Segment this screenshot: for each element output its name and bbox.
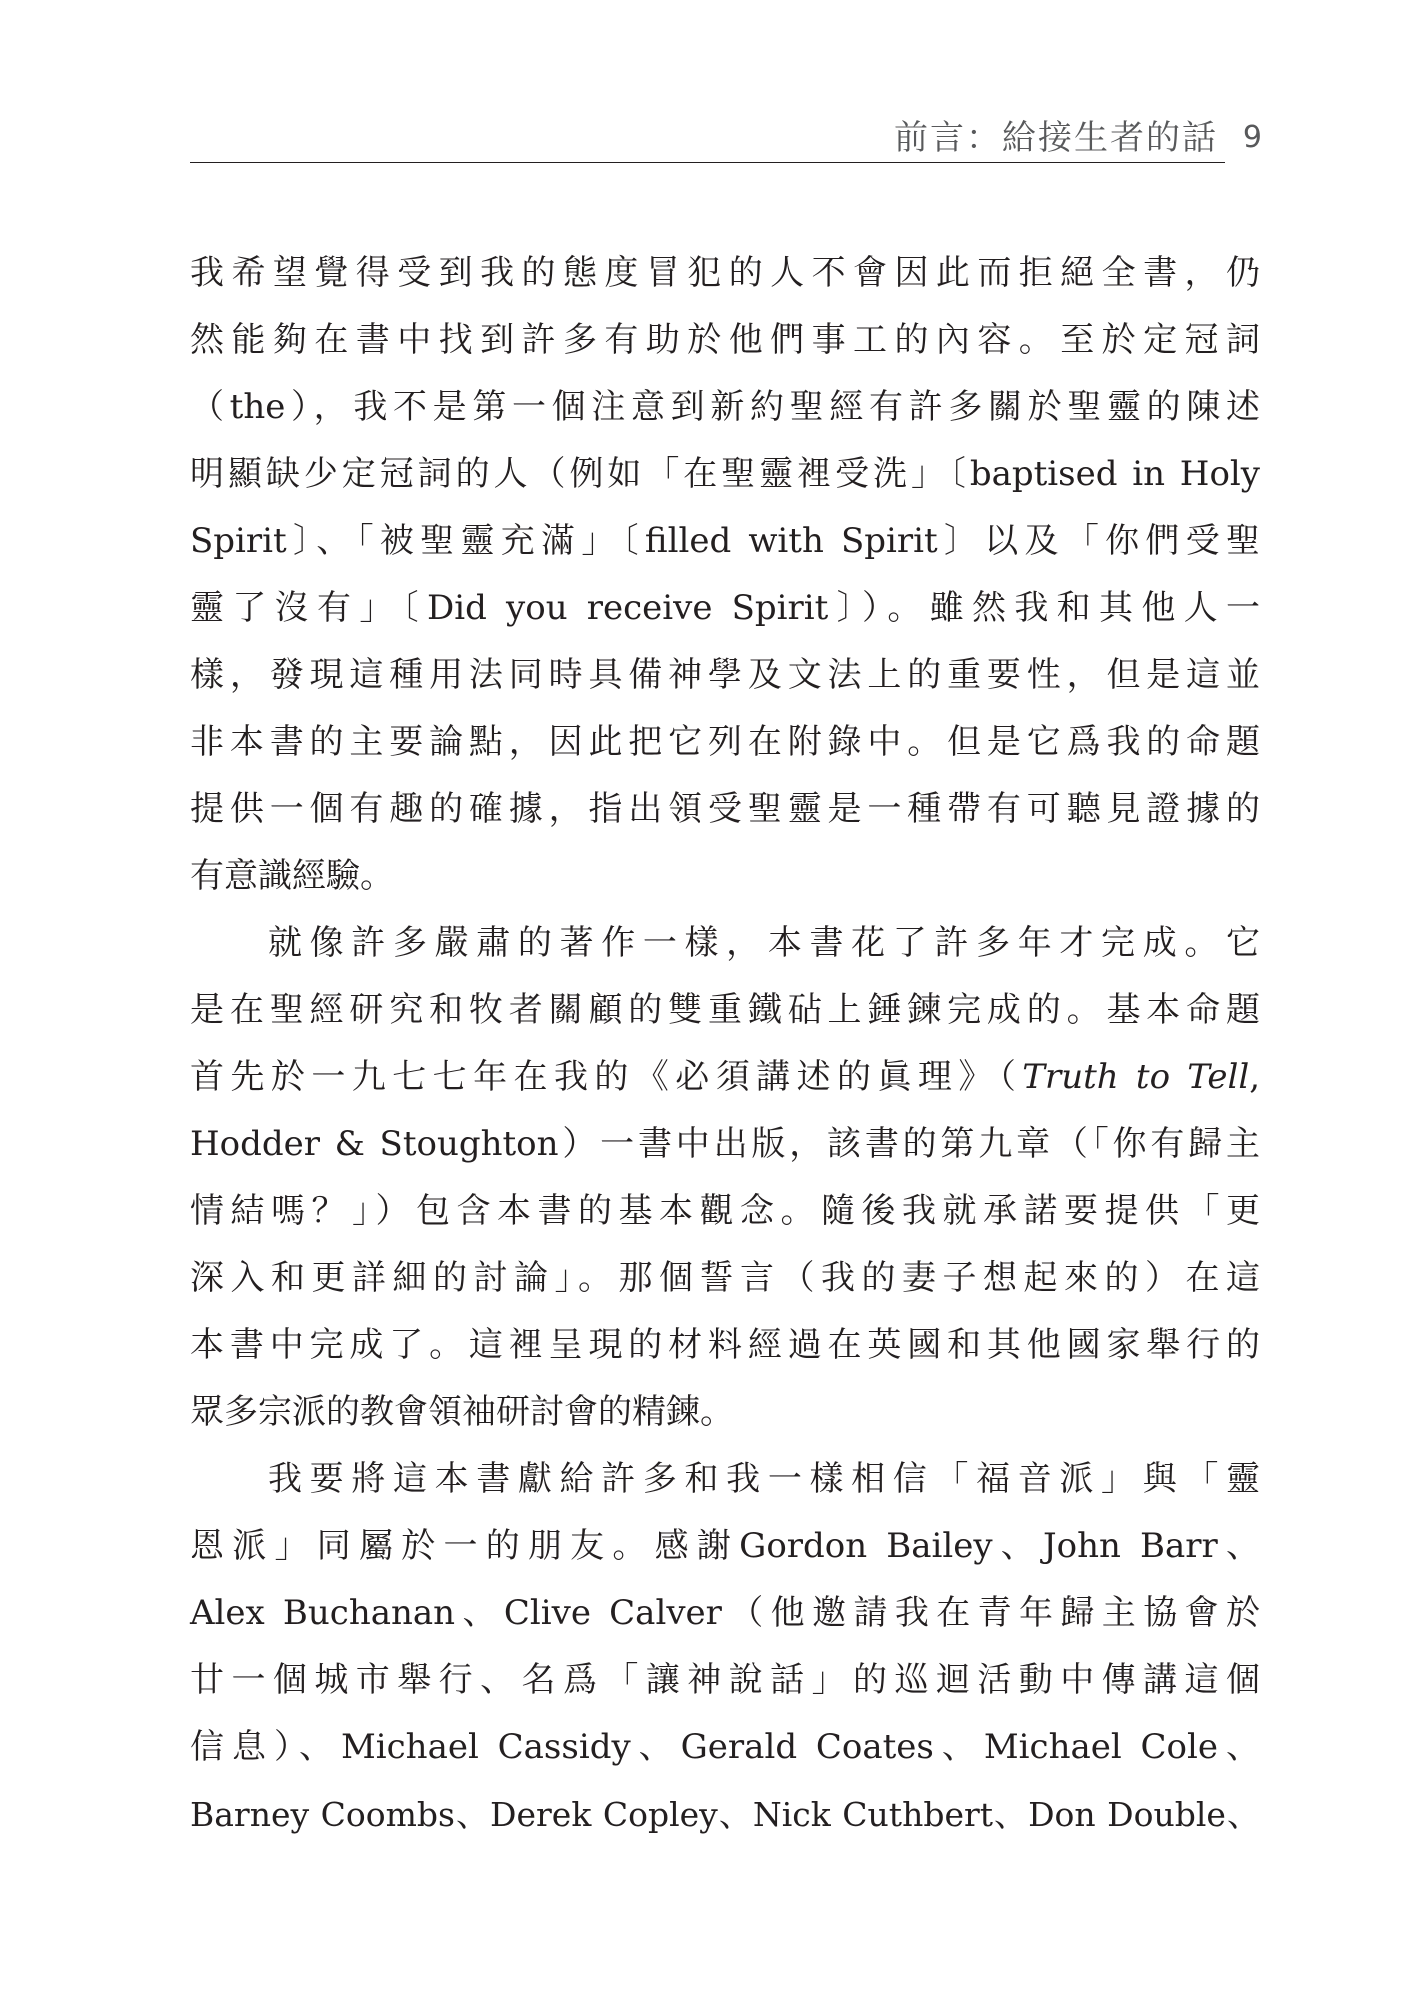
text-line: 是在聖經研究和牧者關顧的雙重鐵砧上錘鍊完成的。基本命題 xyxy=(190,990,1260,1030)
running-header-title: 前言：給接生者的話 xyxy=(894,118,1218,158)
paragraph-first-line: 我要將這本書獻給許多和我一樣相信「福音派」與「靈 xyxy=(268,1459,1260,1499)
text-line: 明顯缺少定冠詞的人（例如「在聖靈裡受洗」〔baptised in Holy xyxy=(190,454,1260,494)
text-line: 深入和更詳細的討論」。那個誓言（我的妻子想起來的）在這 xyxy=(190,1258,1260,1298)
text-line xyxy=(190,1044,1260,1111)
text-line: （the），我不是第一個注意到新約聖經有許多關於聖靈的陳述 xyxy=(190,387,1260,427)
text-line: Spirit〕、「被聖靈充滿」〔filled with Spirit〕以及「你們受聖 xyxy=(190,521,1260,561)
text-line: 本書中完成了。這裡呈現的材料經過在英國和其他國家舉行的 xyxy=(190,1325,1260,1365)
text-run: , xyxy=(1249,1057,1261,1097)
header-rule xyxy=(190,162,1225,163)
text-line: 樣，發現這種用法同時具備神學及文法上的重要性，但是這並 xyxy=(190,655,1260,695)
text-line: 眾多宗派的教會領袖研討會的精鍊。 xyxy=(190,1392,734,1432)
running-header xyxy=(190,110,1260,166)
text-line: 提供一個有趣的確據，指出領受聖靈是一種帶有可聽見證據的 xyxy=(190,789,1260,829)
text-line: 我希望覺得受到我的態度冒犯的人不會因此而拒絕全書，仍 xyxy=(190,253,1260,293)
text-line: Barney Coombs、Derek Copley、Nick Cuthbert、Don Double、 xyxy=(190,1795,1260,1834)
paragraph-first-line: 就像許多嚴肅的著作一樣，本書花了許多年才完成。它 xyxy=(268,923,1260,963)
text-line: 恩派」同屬於一的朋友。感謝Gordon Bailey、John Barr、 xyxy=(190,1526,1260,1566)
text-line: Hodder & Stoughton）一書中出版，該書的第九章（「你有歸主 xyxy=(190,1124,1260,1164)
book-title-italic: Truth to Tell xyxy=(1022,1057,1250,1097)
text-run: 首先於一九七七年在我的《必須講述的眞理》（ xyxy=(190,1057,1023,1097)
text-line: 信息）、Michael Cassidy、Gerald Coates、Michael Cole、 xyxy=(190,1727,1260,1767)
text-line: 有意識經驗。 xyxy=(190,856,394,896)
text-line: 然能夠在書中找到許多有助於他們事工的內容。至於定冠詞 xyxy=(190,320,1260,360)
body-text xyxy=(190,240,1260,1848)
text-line: 靈了沒有」〔Did you receive Spirit〕）。雖然我和其他人一 xyxy=(190,588,1260,628)
text-line: 情結嗎？」）包含本書的基本觀念。隨後我就承諾要提供「更 xyxy=(190,1191,1260,1231)
page-number: 9 xyxy=(1242,120,1262,155)
text-line: Alex Buchanan、Clive Calver（他邀請我在青年歸主協會於 xyxy=(190,1593,1260,1633)
text-line: 廿一個城市舉行、名爲「讓神說話」的巡迴活動中傳講這個 xyxy=(190,1660,1260,1700)
text-line: 非本書的主要論點，因此把它列在附錄中。但是它爲我的命題 xyxy=(190,722,1260,762)
